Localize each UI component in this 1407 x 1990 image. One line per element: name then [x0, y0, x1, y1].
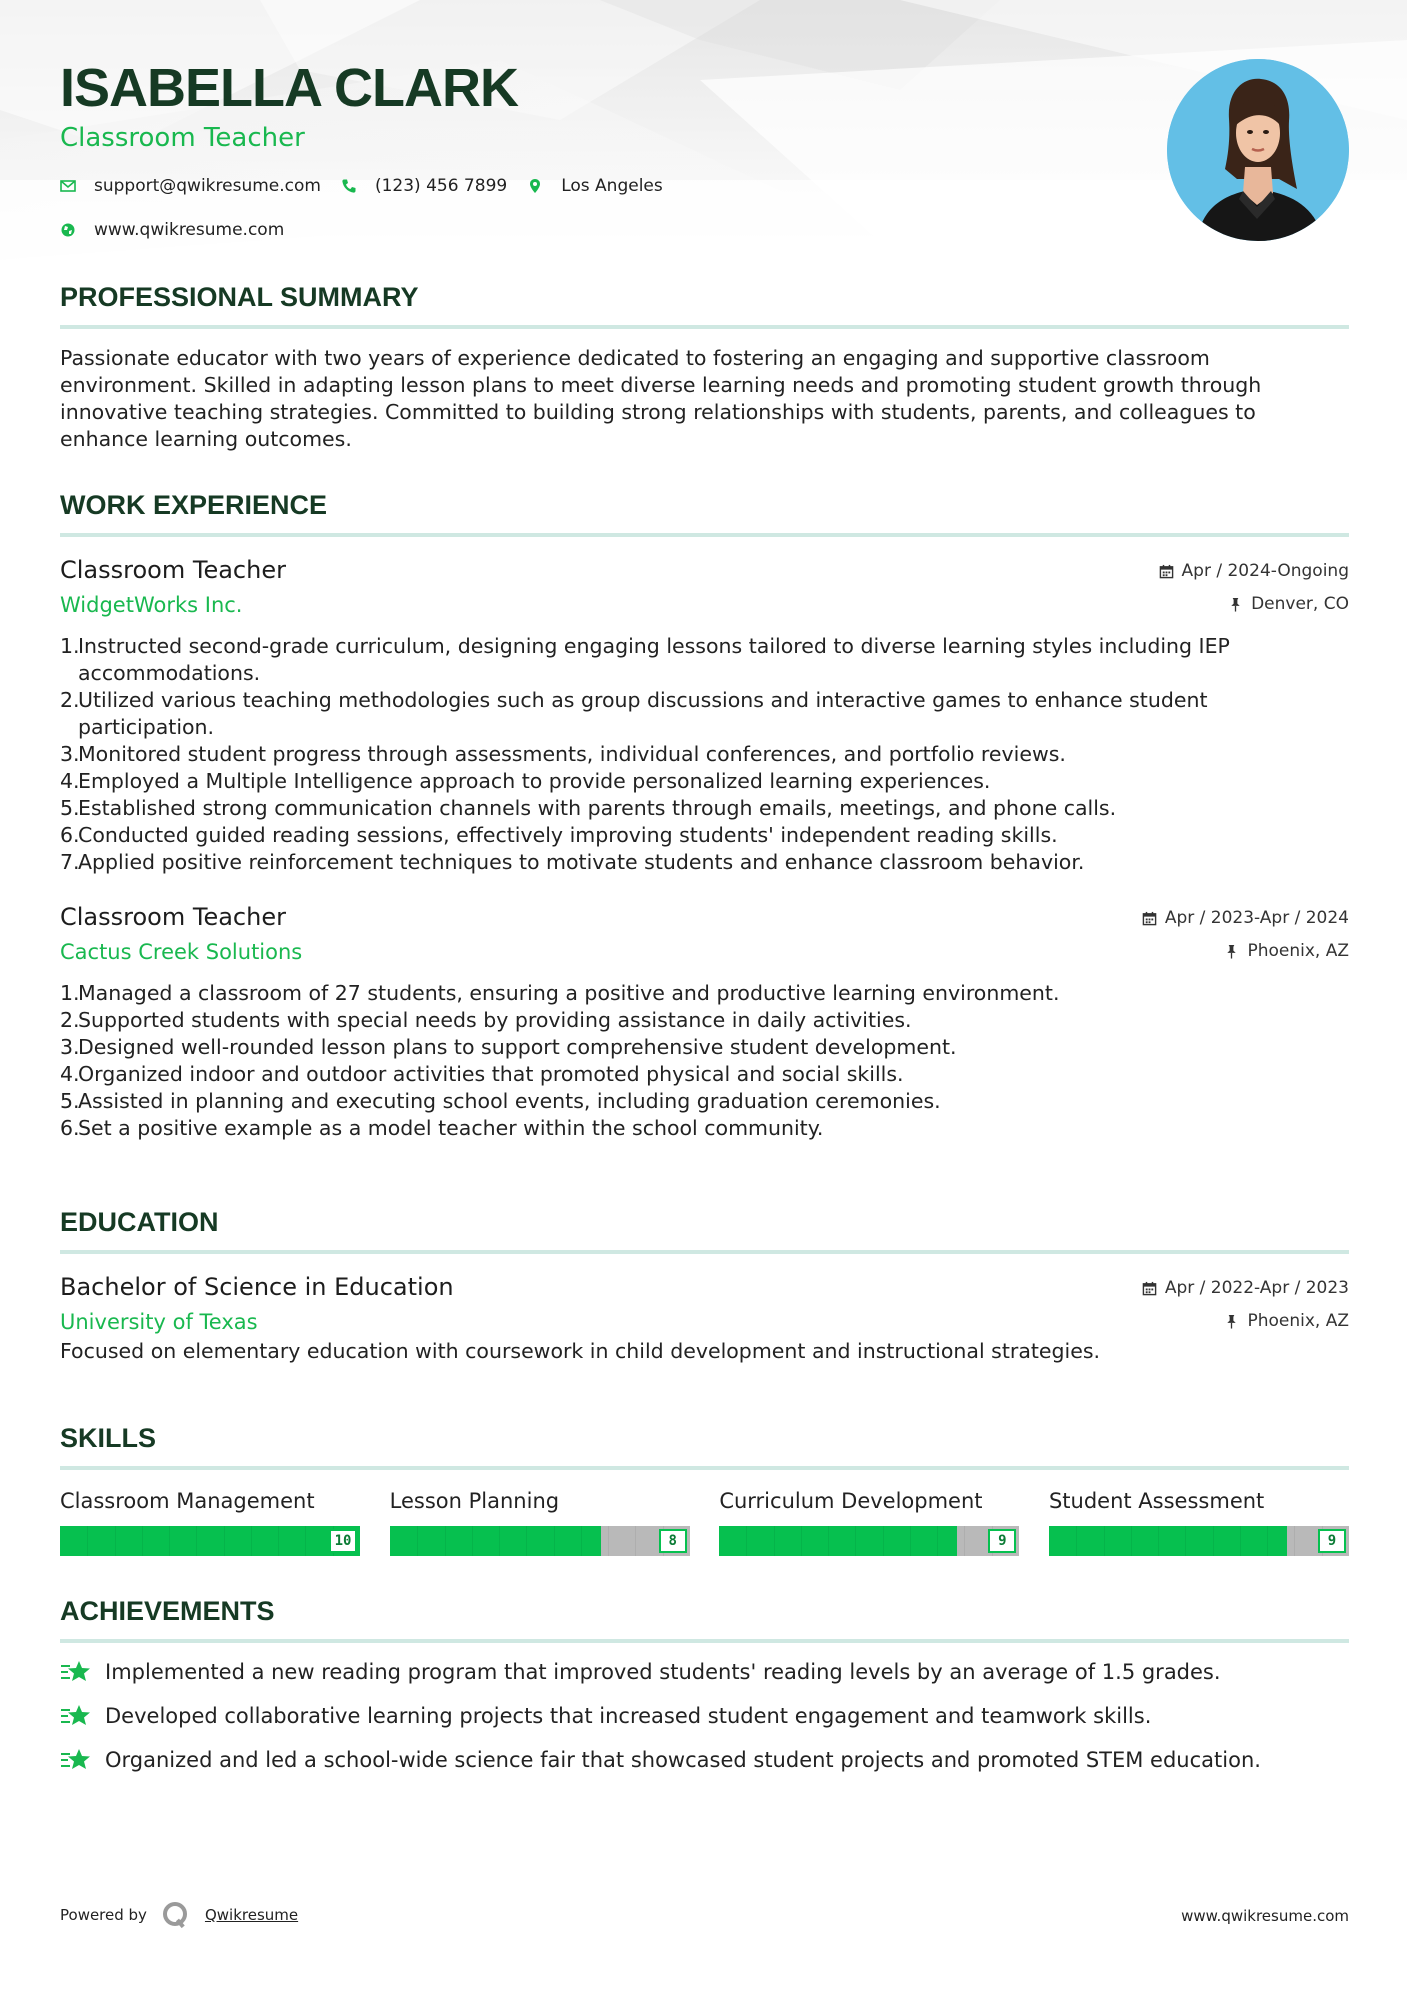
- job-date-text: Apr / 2024-Ongoing: [1181, 561, 1349, 581]
- skill-bar-segment: [774, 1526, 775, 1556]
- job-location: [1224, 941, 1349, 961]
- achievements-list: [60, 1657, 1349, 1775]
- job-date: [1142, 908, 1349, 928]
- job-location-text: Phoenix, AZ: [1247, 941, 1349, 961]
- skill-bar: [719, 1526, 1019, 1556]
- list-item: 5. Assisted in planning and executing school events, including graduation ceremonies.: [60, 1089, 941, 1113]
- contact-row-website: [60, 220, 1160, 240]
- education-entry: [60, 1272, 1349, 1365]
- calendar-icon: [1159, 564, 1174, 579]
- skill-score: 9: [988, 1529, 1016, 1553]
- education-date: [1142, 1278, 1349, 1298]
- section-divider: [60, 1250, 1349, 1254]
- map-pin-icon: [527, 178, 543, 194]
- website-text: www.qwikresume.com: [94, 220, 285, 240]
- experience-heading: WORK EXPERIENCE: [60, 490, 328, 520]
- location-text: Los Angeles: [561, 176, 663, 196]
- skill-bar-segment: [196, 1526, 197, 1556]
- skill-bar-segment: [499, 1526, 500, 1556]
- job-bullets: [60, 980, 1349, 1142]
- skill-bar-segment: [608, 1526, 609, 1556]
- skill-bar-segment: [251, 1526, 252, 1556]
- footer-powered-by: [60, 1900, 298, 1930]
- achievement-item: [60, 1701, 1349, 1731]
- list-item: 6. Set a positive example as a model teacher within the school community.: [60, 1116, 824, 1140]
- skill-bar-segment: [417, 1526, 418, 1556]
- skill-bar-segment: [305, 1526, 306, 1556]
- list-item: 5. Established strong communication channels with parents through emails, meetings, and phone calls.: [60, 796, 1117, 820]
- skill-name: Lesson Planning: [389, 1489, 560, 1513]
- skill-bar-segment: [910, 1526, 911, 1556]
- skill-name: Curriculum Development: [719, 1489, 983, 1513]
- skill-score: 9: [1318, 1529, 1346, 1553]
- email-text: support@qwikresume.com: [94, 176, 321, 196]
- skill-bar-segment: [828, 1526, 829, 1556]
- phone-text: (123) 456 7899: [374, 176, 508, 196]
- skill-bar-fill: [390, 1526, 601, 1556]
- skill-bar-segment: [801, 1526, 802, 1556]
- skill-bar: [1049, 1526, 1349, 1556]
- education-date-text: Apr / 2022-Apr / 2023: [1164, 1278, 1349, 1298]
- skill-item: [390, 1488, 690, 1556]
- skill-bar-segment: [554, 1526, 555, 1556]
- list-item: 1. Instructed second-grade curriculum, designing engaging lessons tailored to diverse learning styles including IEP accommodations.: [60, 634, 1230, 685]
- skill-bar-segment: [142, 1526, 143, 1556]
- job-location: [1228, 594, 1349, 614]
- summary-heading: PROFESSIONAL SUMMARY: [60, 282, 419, 312]
- job-company: Cactus Creek Solutions: [60, 940, 303, 964]
- contact-website[interactable]: [60, 220, 284, 240]
- achievement-item: [60, 1745, 1349, 1775]
- profile-photo-illustration: [1167, 59, 1349, 241]
- achievements-heading: ACHIEVEMENTS: [60, 1596, 275, 1626]
- list-item: 3. Monitored student progress through assessments, individual conferences, and portfolio reviews.: [60, 742, 1066, 766]
- skills-heading: SKILLS: [60, 1423, 157, 1453]
- skill-bar-segment: [169, 1526, 170, 1556]
- footer-website[interactable]: www.qwikresume.com: [1181, 1907, 1349, 1925]
- achievement-item: [60, 1657, 1349, 1687]
- star-badge-icon: [60, 1703, 92, 1729]
- contact-email[interactable]: [60, 176, 321, 196]
- skill-bar-segment: [635, 1526, 636, 1556]
- brand-link[interactable]: Qwikresume: [204, 1906, 299, 1924]
- job-location-text: Denver, CO: [1251, 594, 1349, 614]
- phone-icon: [341, 178, 357, 194]
- skill-bar-fill: [60, 1526, 360, 1556]
- star-badge-icon: [60, 1747, 92, 1773]
- skill-bar-segment: [1213, 1526, 1214, 1556]
- candidate-role: Classroom Teacher: [60, 123, 305, 153]
- qwikresume-logo-icon: [161, 1900, 191, 1930]
- list-item: 2. Utilized various teaching methodologies such as group discussions and interactive games to enhance student participation.: [60, 688, 1208, 739]
- skill-bar-segment: [472, 1526, 473, 1556]
- skill-bar: [60, 1526, 360, 1556]
- profile-photo: [1167, 59, 1349, 241]
- pushpin-icon: [1224, 1314, 1239, 1329]
- education-heading: EDUCATION: [60, 1207, 219, 1237]
- contact-phone[interactable]: [341, 176, 507, 196]
- list-item: 4. Employed a Multiple Intelligence approach to provide personalized learning experiences.: [60, 769, 991, 793]
- summary-text: Passionate educator with two years of experience dedicated to fostering an engaging and supportive classroom environment. Skilled in adapting lesson plans to meet diverse learning needs and promoting student growth through innovative teaching strategies. Committed to building strong relationships with students, parents, and colleagues to enhance learning outcomes.: [60, 346, 1262, 451]
- list-item: 1. Managed a classroom of 27 students, ensuring a positive and productive learning environment.: [60, 981, 1060, 1005]
- skill-bar-fill: [1049, 1526, 1287, 1556]
- skill-bar-segment: [581, 1526, 582, 1556]
- star-badge-icon: [60, 1659, 92, 1685]
- experience-section: [60, 489, 1349, 1142]
- list-item: 6. Conducted guided reading sessions, effectively improving students' independent reading skills.: [60, 823, 1058, 847]
- skill-score: 8: [659, 1529, 687, 1553]
- skill-name: Classroom Management: [60, 1489, 315, 1513]
- skill-item: [719, 1488, 1019, 1556]
- achievements-section: [60, 1595, 1349, 1775]
- skill-bar-segment: [1158, 1526, 1159, 1556]
- skill-bar-fill: [719, 1526, 957, 1556]
- section-divider: [60, 1466, 1349, 1470]
- contact-row: [60, 176, 1160, 196]
- skill-item: [1049, 1488, 1349, 1556]
- pushpin-icon: [1228, 597, 1243, 612]
- job-entry: [60, 555, 1349, 876]
- summary-section: [60, 281, 1349, 453]
- skill-bar: [390, 1526, 690, 1556]
- job-company: WidgetWorks Inc.: [60, 593, 243, 617]
- education-location-text: Phoenix, AZ: [1247, 1311, 1349, 1331]
- achievement-text: Developed collaborative learning projects that increased student engagement and teamwork skills.: [105, 1704, 1152, 1728]
- globe-icon: [60, 222, 76, 238]
- job-title: Classroom Teacher: [60, 903, 286, 931]
- achievement-text: Implemented a new reading program that improved students' reading levels by an average of 1.5 grades.: [105, 1660, 1221, 1684]
- job-header: [60, 902, 1349, 968]
- job-header: [60, 555, 1349, 621]
- section-divider: [60, 325, 1349, 329]
- skill-bar-segment: [964, 1526, 965, 1556]
- list-item: 4. Organized indoor and outdoor activities that promoted physical and social skills.: [60, 1062, 904, 1086]
- job-entry: [60, 902, 1349, 1142]
- resume-header: [60, 58, 1160, 240]
- achievement-text: Organized and led a school-wide science fair that showcased student projects and promoted STEM education.: [105, 1748, 1261, 1772]
- skill-bar-segment: [1131, 1526, 1132, 1556]
- skill-bar-segment: [855, 1526, 856, 1556]
- skill-bar-segment: [445, 1526, 446, 1556]
- skill-bar-segment: [87, 1526, 88, 1556]
- skill-bar-segment: [115, 1526, 116, 1556]
- skill-bar-segment: [1294, 1526, 1295, 1556]
- skills-section: [60, 1422, 1349, 1556]
- skill-bar-segment: [1104, 1526, 1105, 1556]
- skills-list: [60, 1488, 1349, 1556]
- skill-bar-segment: [526, 1526, 527, 1556]
- skill-bar-segment: [746, 1526, 747, 1556]
- skill-bar-segment: [1076, 1526, 1077, 1556]
- school-name: University of Texas: [60, 1310, 258, 1334]
- job-date: [1159, 561, 1349, 581]
- degree-title: Bachelor of Science in Education: [60, 1273, 454, 1301]
- envelope-icon: [60, 178, 76, 194]
- pushpin-icon: [1224, 944, 1239, 959]
- list-item: 7. Applied positive reinforcement techniques to motivate students and enhance classroom behavior.: [60, 850, 1085, 874]
- powered-by-label: Powered by: [60, 1906, 147, 1924]
- list-item: 3. Designed well-rounded lesson plans to support comprehensive student development.: [60, 1035, 957, 1059]
- education-description: Focused on elementary education with coursework in child development and instructional strategies.: [60, 1339, 1101, 1363]
- skill-bar-segment: [1240, 1526, 1241, 1556]
- job-date-text: Apr / 2023-Apr / 2024: [1164, 908, 1349, 928]
- skill-bar-segment: [1185, 1526, 1186, 1556]
- section-divider: [60, 533, 1349, 537]
- job-title: Classroom Teacher: [60, 556, 286, 584]
- skill-name: Student Assessment: [1048, 1489, 1265, 1513]
- calendar-icon: [1142, 911, 1157, 926]
- job-bullets: [60, 633, 1349, 876]
- candidate-name: ISABELLA CLARK: [60, 58, 518, 118]
- skill-bar-segment: [224, 1526, 225, 1556]
- education-location: [1224, 1311, 1349, 1331]
- skill-score: 10: [329, 1529, 357, 1553]
- contact-location: [527, 176, 663, 196]
- skill-bar-segment: [1267, 1526, 1268, 1556]
- skill-item: [60, 1488, 360, 1556]
- section-divider: [60, 1639, 1349, 1643]
- education-header: [60, 1272, 1349, 1338]
- calendar-icon: [1142, 1281, 1157, 1296]
- skill-bar-segment: [883, 1526, 884, 1556]
- skill-bar-segment: [278, 1526, 279, 1556]
- education-section: [60, 1206, 1349, 1365]
- skill-bar-segment: [937, 1526, 938, 1556]
- list-item: 2. Supported students with special needs by providing assistance in daily activities.: [60, 1008, 912, 1032]
